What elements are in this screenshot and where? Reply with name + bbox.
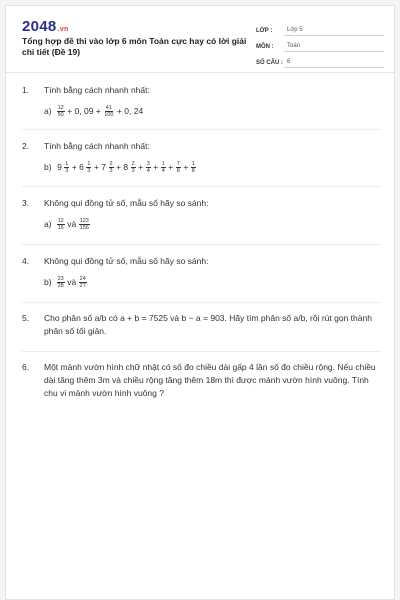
- numerator: 1: [191, 161, 195, 168]
- fraction: [64, 161, 69, 174]
- question-text: Không qui đồng tử số, mẫu số hãy so sánh:: [44, 198, 209, 208]
- fraction: [57, 105, 65, 118]
- page-title: Tổng hợp đề thi vào lớp 6 môn Toán cực hay có lời giải chi tiết (Đề 19): [22, 36, 247, 57]
- numerator: 1: [87, 161, 91, 168]
- denominator: 4: [146, 168, 150, 175]
- numerator: 23: [57, 276, 64, 283]
- meta-row-subject: [256, 36, 384, 52]
- fraction: [146, 161, 151, 174]
- math-expression: [56, 218, 91, 231]
- denominator: 15: [57, 225, 64, 232]
- fraction: [57, 218, 65, 231]
- page-header: [6, 6, 394, 73]
- question-text: Không qui đồng tử số, mẫu số hãy so sánh:: [44, 256, 209, 266]
- question-expression: [44, 218, 382, 231]
- denominator: 3: [131, 168, 135, 175]
- question-6: [22, 361, 382, 400]
- question-text: Tính bằng cách nhanh nhất:: [44, 141, 150, 151]
- math-token: +: [183, 162, 189, 172]
- question-expression: [44, 276, 382, 289]
- math-token: +: [138, 162, 144, 172]
- meta-value: Lớp 5: [284, 27, 384, 36]
- question-expression: [44, 161, 382, 174]
- question-number: 3.: [22, 198, 30, 208]
- question-5: [22, 312, 382, 338]
- denominator: 3: [87, 168, 91, 175]
- divider: [22, 244, 382, 245]
- meta-label: SỐ CÂU :: [256, 60, 283, 66]
- meta-value: 6: [284, 59, 384, 68]
- fraction: [86, 161, 91, 174]
- numerator: 7: [176, 161, 180, 168]
- part-label: a): [44, 219, 52, 230]
- meta-label: MÔN :: [256, 44, 274, 50]
- denominator: 3: [65, 168, 69, 175]
- math-token: + 6: [71, 162, 84, 172]
- exam-meta: [256, 20, 384, 68]
- exam-page: [5, 5, 395, 600]
- numerator: 24: [79, 276, 86, 283]
- fraction: [79, 276, 87, 289]
- math-token: + 7: [93, 162, 107, 172]
- denominator: 156: [79, 225, 89, 232]
- numerator: 2: [109, 161, 113, 168]
- denominator: 27: [79, 283, 86, 290]
- question-1: [22, 84, 382, 118]
- fraction: [176, 161, 181, 174]
- question-number: 1.: [22, 85, 30, 95]
- numerator: 12: [57, 105, 64, 112]
- question-text: Tính bằng cách nhanh nhất:: [44, 85, 150, 95]
- fraction: [109, 161, 114, 174]
- divider: [22, 186, 382, 187]
- denominator: 28: [57, 283, 64, 290]
- math-token: và: [67, 219, 77, 229]
- divider: [22, 129, 382, 130]
- denominator: 100: [104, 112, 114, 119]
- meta-row-count: [256, 52, 384, 68]
- part-label: a): [44, 106, 52, 117]
- denominator: 4: [161, 168, 165, 175]
- question-text: Cho phân số a/b có a + b = 7525 và b − a = 903. Hãy tìm phân số a/b, rồi rút gọn thành phân số tối giản.: [44, 313, 372, 336]
- math-token: + 0, 09 +: [67, 106, 101, 116]
- meta-value: Toán: [284, 43, 384, 52]
- question-4: [22, 255, 382, 289]
- math-token: và: [67, 277, 77, 287]
- math-expression: [56, 105, 145, 118]
- question-number: 4.: [22, 256, 30, 266]
- question-number: 6.: [22, 362, 30, 372]
- denominator: 8: [191, 168, 195, 175]
- question-2: [22, 140, 382, 174]
- logo-text: 2048: [22, 18, 57, 35]
- part-label: b): [44, 277, 52, 288]
- numerator: 2: [131, 161, 135, 168]
- numerator: 3: [146, 161, 150, 168]
- numerator: 1: [65, 161, 69, 168]
- denominator: 3: [109, 168, 113, 175]
- question-number: 2.: [22, 141, 30, 151]
- fraction: [103, 105, 114, 118]
- fraction: [131, 161, 136, 174]
- logo-suffix: .vn: [57, 26, 69, 33]
- math-token: + 0, 24: [116, 106, 144, 116]
- fraction: [191, 161, 196, 174]
- fraction: [57, 276, 65, 289]
- math-token: +: [153, 162, 159, 172]
- denominator: 50: [57, 112, 64, 119]
- fraction: [161, 161, 166, 174]
- fraction: [79, 218, 90, 231]
- meta-label: LỚP :: [256, 28, 273, 34]
- divider: [22, 302, 382, 303]
- divider: [22, 351, 382, 352]
- question-number: 5.: [22, 313, 30, 323]
- numerator: 123: [79, 218, 89, 225]
- question-expression: [44, 105, 382, 118]
- meta-row-class: [256, 20, 384, 36]
- numerator: 41: [105, 105, 112, 112]
- math-token: + 8: [116, 162, 129, 172]
- site-logo[interactable]: [22, 18, 69, 35]
- math-token: +: [168, 162, 174, 172]
- math-expression: [56, 276, 88, 289]
- part-label: b): [44, 162, 52, 173]
- numerator: 1: [161, 161, 165, 168]
- denominator: 8: [176, 168, 180, 175]
- question-3: [22, 197, 382, 231]
- math-token: 9: [57, 162, 62, 172]
- numerator: 12: [57, 218, 64, 225]
- math-expression: [56, 161, 197, 174]
- question-text: Một mảnh vườn hình chữ nhật có số đo chiều dài gấp 4 lần số đo chiều rộng. Nếu chiều dài tăng thêm 3m và chiều rộng tăng thêm 18m thì được mảnh vườn hình vuông. Tính chu vi mảnh vườn hình vuông ?: [44, 362, 376, 398]
